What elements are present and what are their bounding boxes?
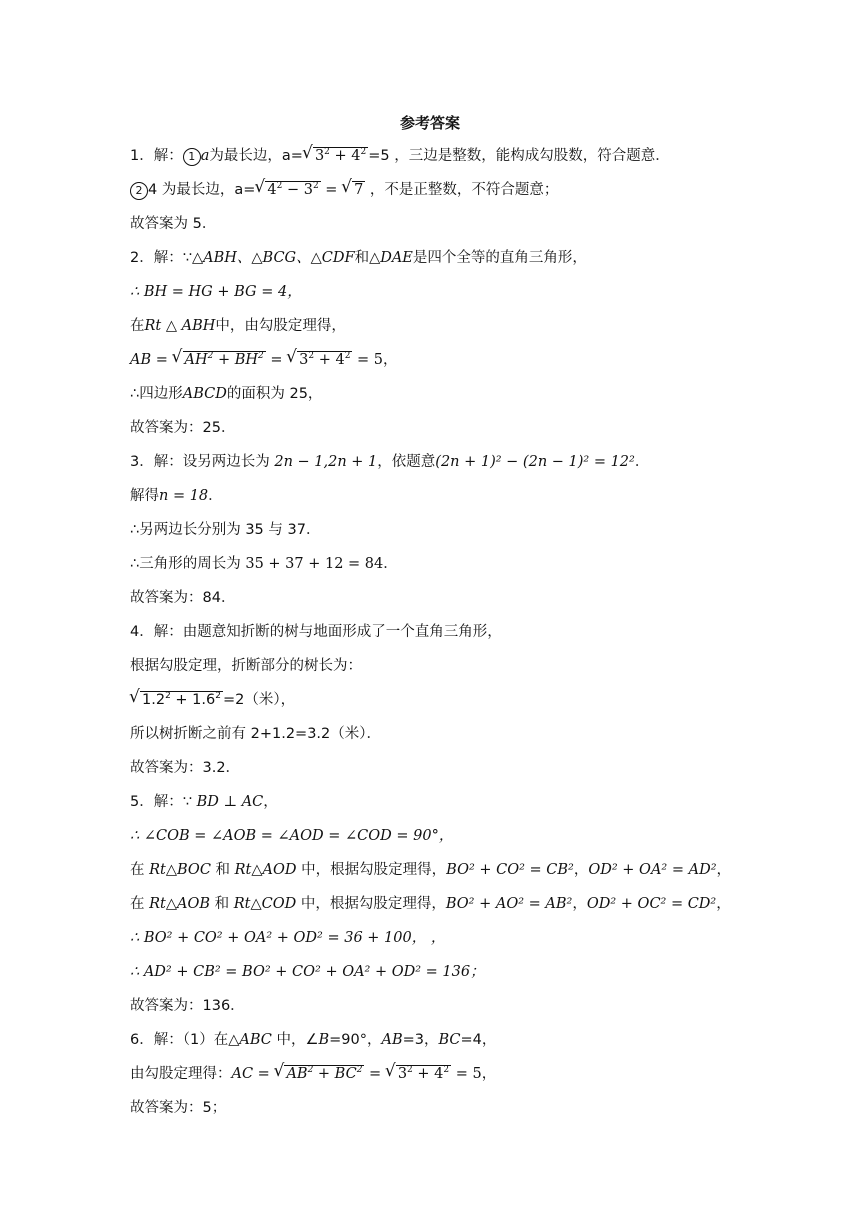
q2-line5: ∴四边形ABCD的面积为 25， (130, 386, 323, 402)
sqrt-expression: √ $4^2 - 3^2$ (256, 180, 320, 200)
q6-line1: 6．解：（1）在△ABC 中，∠B=90°，AB=3，BC=4， (130, 1032, 497, 1048)
q1-line2: 2 4 为最长边，a=√ $4^2 - 3^2$ = √ 7 ，不是正整数，不符合题意； (130, 180, 558, 200)
q3-line4: ∴三角形的周长为 35 + 37 + 12 = 84． (130, 556, 398, 572)
circled-one-marker: 1 (183, 148, 201, 166)
q2-line6: 故答案为：25． (130, 420, 236, 436)
q5-line6: ∴ AD² + CB² = BO² + CO² + OA² + OD² = 136； (130, 964, 485, 980)
q1-line3: 故答案为 5． (130, 216, 217, 232)
q2-line2: ∴ BH = HG + BG = 4， (130, 284, 302, 300)
sqrt-expression: √ $3^2 + 4^2$ (387, 1064, 451, 1084)
q6-line3: 故答案为：5； (130, 1100, 227, 1116)
q5-line2: ∴ ∠COB = ∠AOB = ∠AOD = ∠COD = 90°， (130, 828, 454, 844)
q5-line4: 在 Rt△AOB 和 Rt△COD 中，根据勾股定理得，BO² + AO² = AB²，OD² + OC² = CD²， (130, 896, 731, 912)
sqrt-expression: √ $AB^2 + BC^2$ (275, 1064, 364, 1084)
q4-line4: 所以树折断之前有 2+1.2=3.2（米）． (130, 726, 382, 742)
q3-line5: 故答案为：84． (130, 590, 236, 606)
q5-line7: 故答案为：136． (130, 998, 245, 1014)
page-title: 参考答案 (399, 114, 460, 132)
q4-line1: 4．解：由题意知折断的树与地面形成了一个直角三角形， (130, 624, 502, 640)
q4-line2: 根据勾股定理，折断部分的树长为： (130, 658, 362, 674)
q2-line3: 在Rt △ ABH中，由勾股定理得， (130, 318, 346, 334)
sqrt-seven: √ 7 (343, 180, 365, 200)
q4-line3: √ $1.2^2 + 1.6^2 =2$（米）， (130, 690, 295, 710)
sqrt-expression: √ $3^2 + 4^2$ (304, 146, 368, 166)
q5-line1: 5．解：∵ BD ⊥ AC， (130, 794, 278, 810)
q3-line2: 解得n = 18． (130, 488, 223, 504)
sqrt-expression: √ $1.2^2 + 1.6^2$ (131, 690, 223, 710)
q4-line5: 故答案为：3.2． (130, 760, 241, 776)
q3-line3: ∴另两边长分别为 35 与 37． (130, 522, 321, 538)
q2-line1: 2．解：∵△ABH、△BCG、△CDF和△DAE是四个全等的直角三角形， (130, 250, 587, 266)
q2-line4: AB = √ $AH^2 + BH^2$ = √ $3^2 + 4^2 = 5$， (130, 350, 398, 370)
sqrt-expression: √ $AH^2 + BH^2$ (174, 350, 266, 370)
circled-two-marker: 2 (130, 182, 148, 200)
q1-line1: 1．解： 1 a为最长边，a=√ $3^2 + 4^2 =5$ ，三边是整数，能构成勾股数，符合题意． (130, 146, 670, 166)
sqrt-expression: √ $3^2 + 4^2$ (288, 350, 352, 370)
q5-line5: ∴ BO² + CO² + OA² + OD² = 36 + 100， ， (130, 930, 446, 946)
q6-line2: 由勾股定理得：AC = √ $AB^2 + BC^2$ = √ $3^2 + 4^2 = 5$， (130, 1064, 496, 1084)
q3-line1: 3．解：设另两边长为 2n − 1,2n + 1，依题意(2n + 1)² − (2n − 1)² = 12²． (130, 454, 650, 470)
q5-line3: 在 Rt△BOC 和 Rt△AOD 中，根据勾股定理得，BO² + CO² = CB²，OD² + OA² = AD²， (130, 862, 732, 878)
